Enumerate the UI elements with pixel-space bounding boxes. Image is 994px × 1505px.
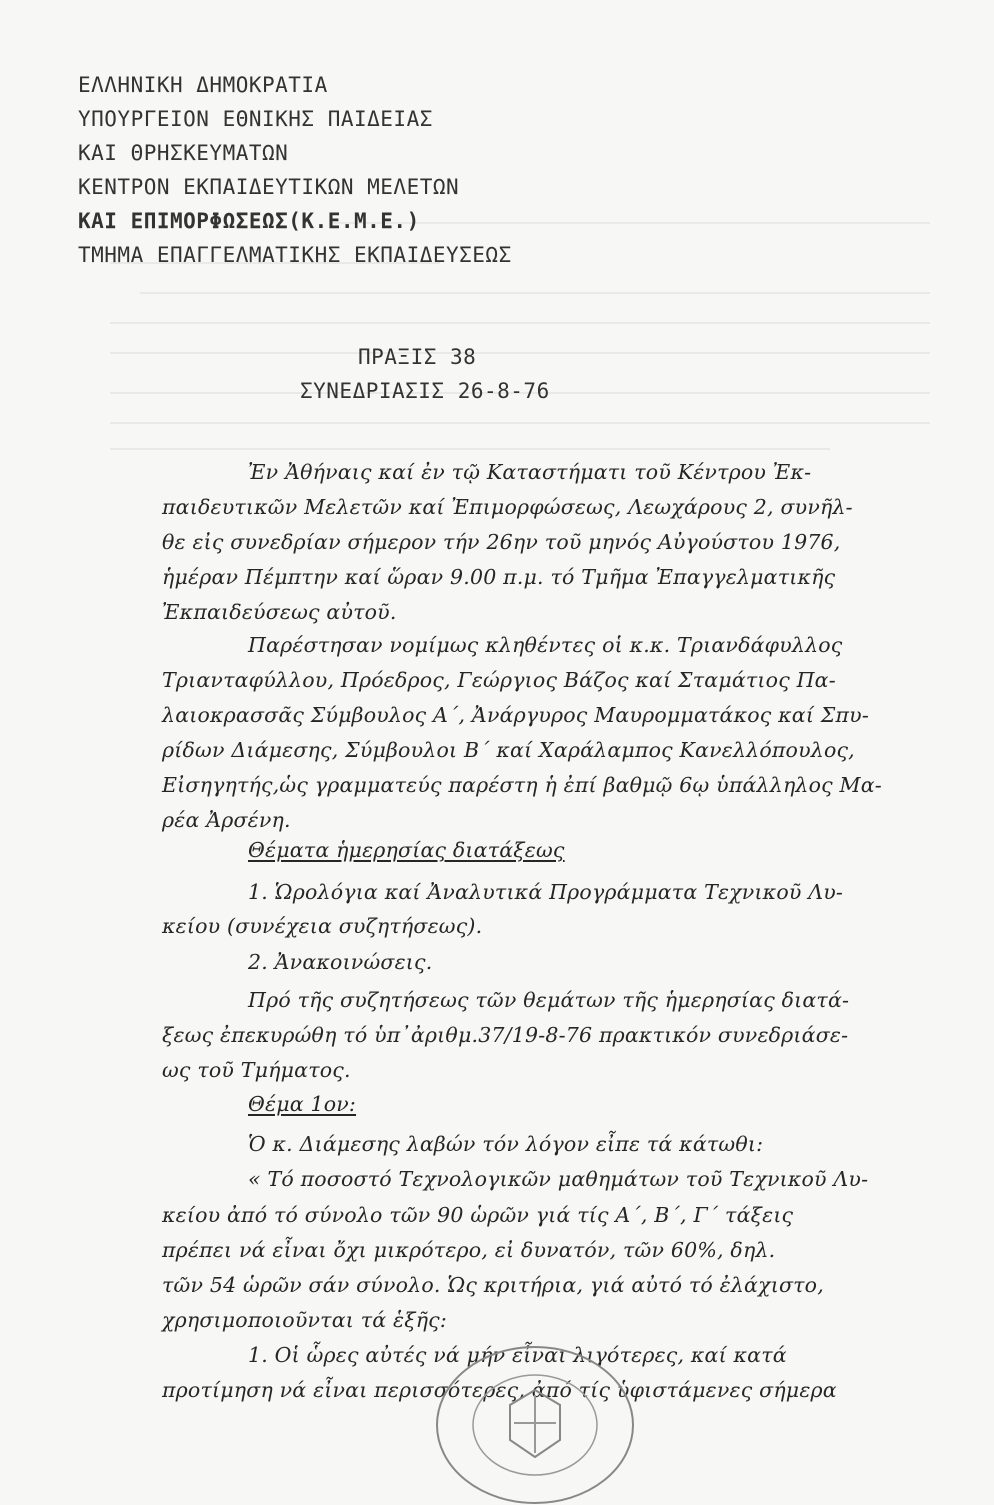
body-line: ρίδων Διάμεσης, Σύμβουλοι Β΄ καί Χαράλαμπος Κανελλόπουλος, — [162, 738, 855, 762]
body-line: Παρέστησαν νομίμως κληθέντες οἱ κ.κ. Τριανδάφυλλος — [248, 633, 843, 657]
letterhead-line: ΤΜΗΜΑ ΕΠΑΓΓΕΛΜΑΤΙΚΗΣ ΕΚΠΑΙΔΕΥΣΕΩΣ — [78, 243, 512, 267]
body-line: Ἐκπαιδεύσεως αὐτοῦ. — [162, 600, 397, 624]
body-line: ξεως ἐπεκυρώθη τό ὑπ᾽ἀριθμ.37/19-8-76 πρακτικόν συνεδριάσε- — [162, 1023, 849, 1047]
body-line: Ὁ κ. Διάμεσης λαβών τόν λόγον εἶπε τά κάτωθι: — [248, 1132, 764, 1156]
body-line: Εἰσηγητής,ὡς γραμματεύς παρέστη ἡ ἐπί βαθμῷ 6ῳ ὑπάλληλος Μα- — [162, 773, 882, 797]
body-line: πρέπει νά εἶναι ὄχι μικρότερο, εἰ δυνατόν, τῶν 60%, δηλ. — [162, 1238, 776, 1262]
body-line: προτίμηση νά εἶναι περισσότερες, ἀπό τίς ὑφιστάμενες σήμερα — [162, 1378, 837, 1402]
letterhead-line: ΚΕΝΤΡΟΝ ΕΚΠΑΙΔΕΥΤΙΚΩΝ ΜΕΛΕΤΩΝ — [78, 175, 460, 199]
body-line: θε εἰς συνεδρίαν σήμερον τήν 26ην τοῦ μηνός Αὐγούστου 1976, — [162, 530, 841, 554]
body-line: ως τοῦ Τμήματος. — [162, 1058, 351, 1082]
letterhead-line: ΚΑΙ ΕΠΙΜΟΡΦΩΣΕΩΣ(Κ.Ε.Μ.Ε.) — [78, 209, 420, 233]
body-line: ρέα Ἀρσένη. — [162, 808, 291, 832]
body-line: χρησιμοποιοῦνται τά ἑξῆς: — [162, 1308, 447, 1332]
letterhead — [78, 68, 512, 272]
letterhead-line: ΥΠΟΥΡΓΕΙΟΝ ΕΘΝΙΚΗΣ ΠΑΙΔΕΙΑΣ — [78, 107, 433, 131]
body-line: Πρό τῆς συζητήσεως τῶν θεμάτων τῆς ἡμερησίας διατά- — [248, 988, 850, 1012]
agenda-item: 1. Ὡρολόγια καί Ἀναλυτικά Προγράμματα Τεχνικοῦ Λυ- — [248, 880, 844, 904]
session-date: ΣΥΝΕΔΡΙΑΣΙΣ 26-8-76 — [300, 379, 550, 403]
body-line: τῶν 54 ὡρῶν σάν σύνολο. Ὡς κριτήρια, γιά αὐτό τό ἐλάχιστο, — [162, 1273, 824, 1297]
praxis-number: ΠΡΑΞΙΣ 38 — [358, 345, 477, 369]
topic-heading: Θέμα 1ον: — [248, 1092, 357, 1116]
agenda-heading: Θέματα ἡμερησίας διατάξεως — [248, 838, 565, 862]
body-line: ἡμέραν Πέμπτην καί ὥραν 9.00 π.μ. τό Τμῆμα Ἐπαγγελματικῆς — [162, 565, 836, 589]
body-line: κείου ἀπό τό σύνολο τῶν 90 ὡρῶν γιά τίς Α΄, Β΄, Γ΄ τάξεις — [162, 1203, 794, 1227]
letterhead-line: ΕΛΛΗΝΙΚΗ ΔΗΜΟΚΡΑΤΙΑ — [78, 73, 328, 97]
body-line: 1. Οἱ ὧρες αὐτές νά μήν εἶναι λιγότερες, καί κατά — [248, 1343, 787, 1367]
body-line: « Τό ποσοστό Τεχνολογικῶν μαθημάτων τοῦ Τεχνικοῦ Λυ- — [248, 1167, 869, 1191]
body-line: Τριανταφύλλου, Πρόεδρος, Γεώργιος Βάζος καί Σταμάτιος Πα- — [162, 668, 836, 692]
body-line: κείου (συνέχεια συζητήσεως). — [162, 914, 483, 938]
body-line: παιδευτικῶν Μελετῶν καί Ἐπιμορφώσεως, Λεωχάρους 2, συνῆλ- — [162, 495, 853, 519]
agenda-item: 2. Ἀνακοινώσεις. — [248, 950, 433, 974]
body-line: λαιοκρασσᾶς Σύμβουλος Α΄, Ἀνάργυρος Μαυρομματάκος καί Σπυ- — [162, 703, 869, 727]
body-line: Ἐν Ἀθήναις καί ἐν τῷ Καταστήματι τοῦ Κέντρου Ἐκ- — [248, 460, 812, 484]
letterhead-line: ΚΑΙ ΘΡΗΣΚΕΥΜΑΤΩΝ — [78, 141, 289, 165]
official-seal-stamp — [430, 1345, 640, 1505]
